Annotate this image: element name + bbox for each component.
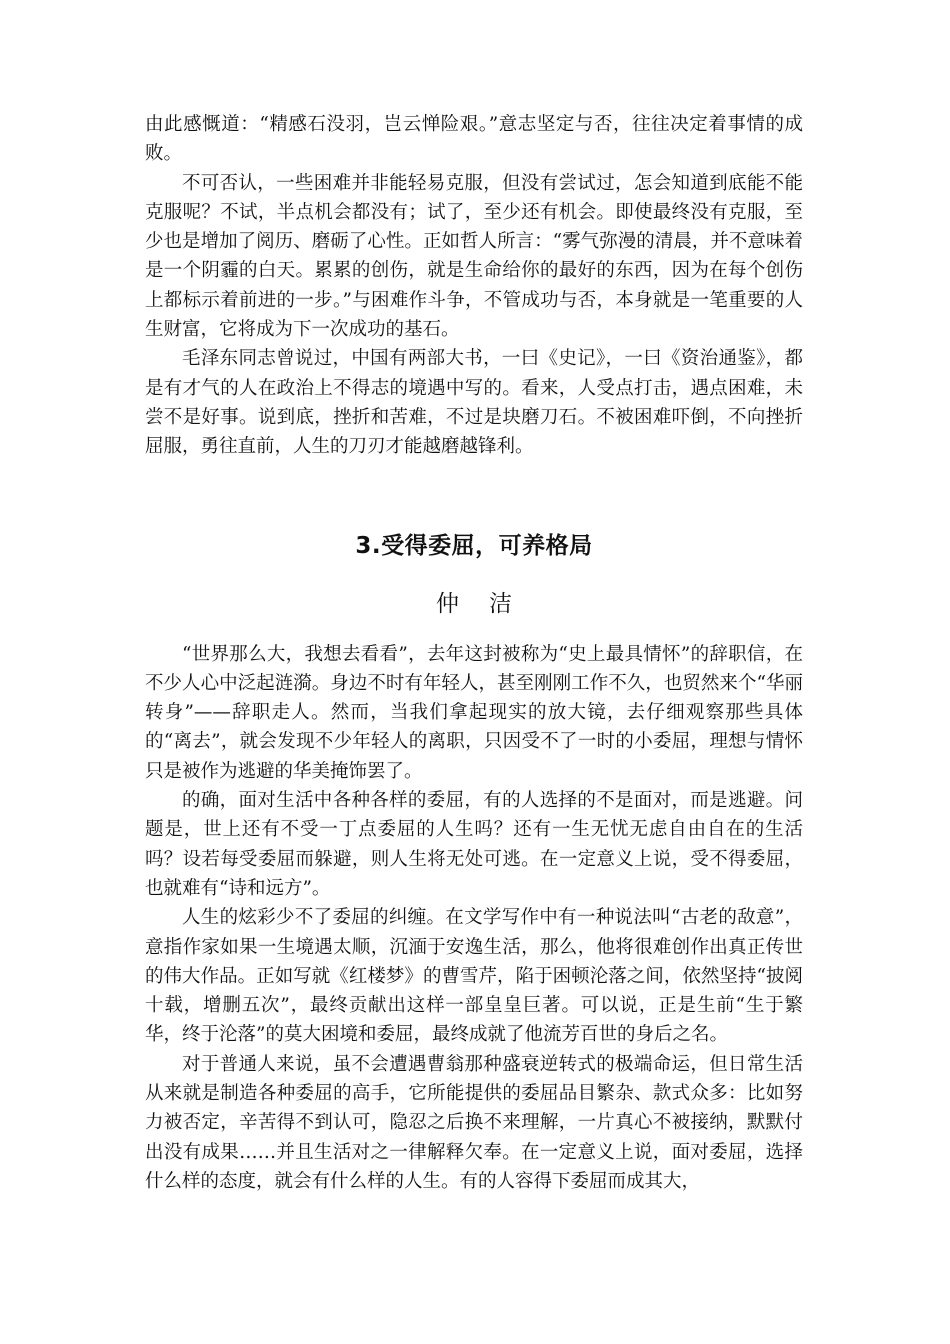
document-page: [145, 110, 803, 1196]
paragraph-prev-3: 毛泽东同志曾说过，中国有两部大书，一曰《史记》，一曰《资治通鉴》，都是有才气的人在政治上不得志的境遇中写的。看来，人受点打击，遇点困难，未尝不是好事。说到底，挫折和苦难，不过是块磨刀石。不被困难吓倒，不向挫折屈服，勇往直前，人生的刀刃才能越磨越锋利。: [145, 348, 803, 458]
article-author: 仲洁: [436, 590, 542, 617]
paragraph-1: “世界那么大，我想去看看”，去年这封被称为“史上最具情怀”的辞职信，在不少人心中泛起涟漪。身边不时有年轻人，甚至刚刚工作不久，也贸然来个“华丽转身”——辞职走人。然而，当我们拿起现实的放大镜，去仔细观察那些具体的“离去”，就会发现不少年轻人的离职，只因受不了一时的小委屈，理想与情怀只是被作为逃避的华美掩饰罢了。: [145, 643, 803, 782]
paragraph-3: 人生的炫彩少不了委屈的纠缠。在文学写作中有一种说法叫“古老的敌意”，意指作家如果一生境遇太顺，沉湎于安逸生活，那么，他将很难创作出真正传世的伟大作品。正如写就《红楼梦》的曹雪芹，陷于困顿沦落之间，依然坚持“披阅十载，增删五次”，最终贡献出这样一部皇皇巨著。可以说，正是生前“生于繁华，终于沦落”的莫大困境和委屈，最终成就了他流芳百世的身后之名。: [145, 907, 803, 1046]
paragraph-2: 的确，面对生活中各种各样的委屈，有的人选择的不是面对，而是逃避。问题是，世上还有不受一丁点委屈的人生吗？还有一生无忧无虑自由自在的生活吗？设若每受委屈而躲避，则人生将无处可逃。在一定意义上说，受不得委屈，也就难有“诗和远方”。: [145, 790, 803, 899]
paragraph-prev-1: 由此感慨道：“精感石没羽，岂云惮险艰。”意志坚定与否，往往决定着事情的成败。: [145, 114, 803, 165]
paragraph-prev-2: 不可否认，一些困难并非能轻易克服，但没有尝试过，怎会知道到底能不能克服呢？不试，半点机会都没有；试了，至少还有机会。即使最终没有克服，至少也是增加了阅历、磨砺了心性。正如哲人所言：“雾气弥漫的清晨，并不意味着是一个阴霾的白天。累累的创伤，就是生命给你的最好的东西，因为在每个创伤上都标示着前进的一步。”与困难作斗争，不管成功与否，本身就是一笔重要的人生财富，它将成为下一次成功的基石。: [145, 172, 803, 341]
article-title: 3.受得委屈，可养格局: [355, 532, 593, 559]
section-spacer: [145, 462, 803, 526]
author-spacer: [145, 624, 803, 640]
paragraph-4: 对于普通人来说，虽不会遭遇曹翁那种盛衰逆转式的极端命运，但日常生活从来就是制造各种委屈的高手，它所能提供的委屈品目繁杂、款式众多：比如努力被否定，辛苦得不到认可，隐忍之后换不来理解，一片真心不被接纳，默默付出没有成果……并且生活对之一律解释欠奉。在一定意义上说，面对委屈，选择什么样的态度，就会有什么样的人生。有的人容得下委屈而成其大，: [145, 1053, 803, 1192]
